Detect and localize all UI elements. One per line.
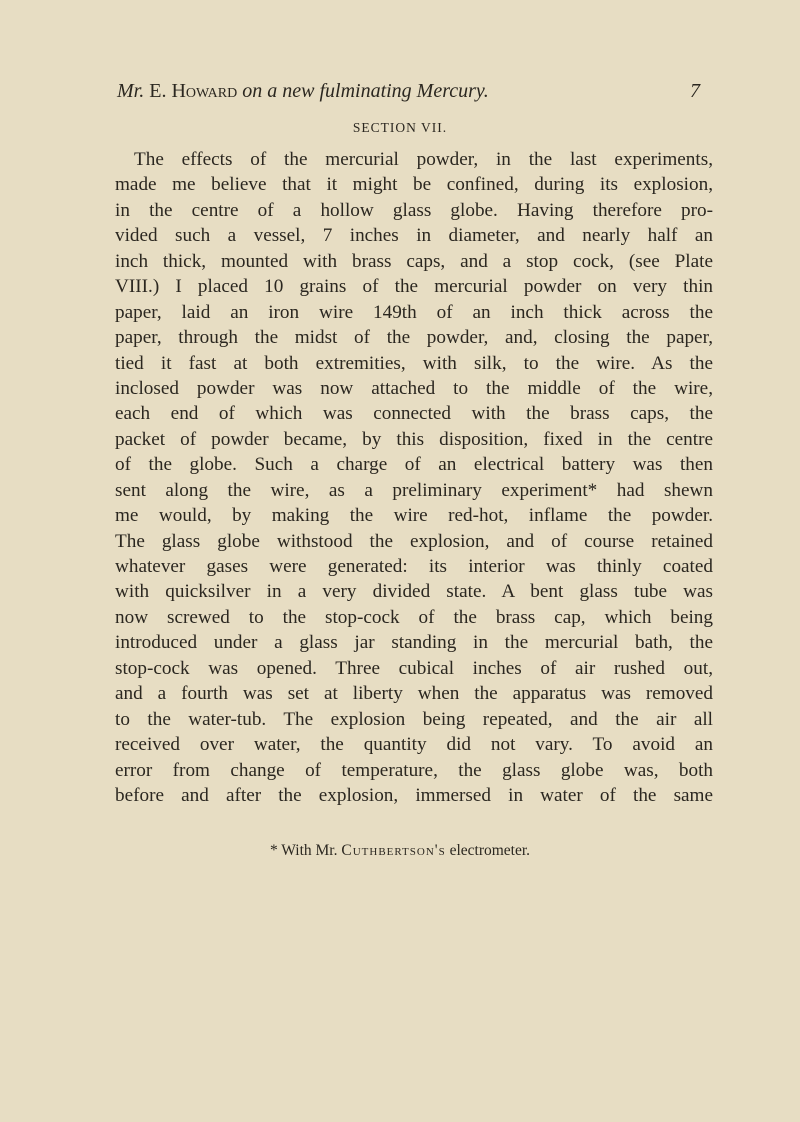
text-line: before and after the explosion, immersed in water of the same: [115, 784, 713, 806]
text-line: and a fourth was set at liberty when the apparatus was removed: [115, 683, 713, 705]
section-title: SECTION VII.: [352, 120, 448, 135]
author-name: E. Howard: [149, 80, 238, 102]
text-line: to the water-tub. The explosion being repeated, and the air all: [115, 708, 713, 730]
author-prefix: Mr.: [117, 80, 145, 102]
text-line: vided such a vessel, 7 inches in diameter, and nearly half an: [115, 225, 713, 247]
footnote-prefix: * With Mr.: [269, 842, 338, 859]
footnote-name: Cuthbertson's: [341, 842, 446, 859]
footnote-suffix: electrometer.: [449, 842, 531, 859]
text-line: sent along the wire, as a preliminary experiment* had shewn: [115, 479, 713, 501]
text-line: The glass globe withstood the explosion, and of course retained: [115, 530, 713, 552]
page-number: 7: [690, 80, 700, 102]
text-line: paper, laid an iron wire 149th of an inch thick across the: [115, 301, 713, 323]
text-line: tied it fast at both extremities, with silk, to the wire. As the: [115, 352, 713, 374]
text-line: inclosed powder was now attached to the middle of the wire,: [115, 377, 713, 399]
text-line: me would, by making the wire red-hot, inflame the powder.: [115, 505, 713, 527]
text-line: with quicksilver in a very divided state. A bent glass tube was: [115, 581, 713, 603]
text-line: in the centre of a hollow glass globe. Having therefore pro-: [115, 199, 713, 221]
paper-title: on a new fulminating Mercury.: [242, 80, 489, 102]
text-line: VIII.) I placed 10 grains of the mercurial powder on very thin: [115, 276, 713, 298]
text-line: now screwed to the stop-cock of the brass cap, which being: [115, 606, 713, 628]
text-line: The effects of the mercurial powder, in the last experiments,: [134, 149, 713, 170]
text-line: inch thick, mounted with brass caps, and a stop cock, (see Plate: [115, 250, 713, 272]
text-line: each end of which was connected with the brass caps, the: [115, 403, 713, 425]
text-line: stop-cock was opened. Three cubical inches of air rushed out,: [115, 657, 713, 679]
text-line: introduced under a glass jar standing in the mercurial bath, the: [115, 632, 713, 654]
text-line: received over water, the quantity did not vary. To avoid an: [115, 734, 713, 756]
text-line: made me believe that it might be confined, during its explosion,: [115, 174, 713, 196]
running-header: [117, 80, 717, 103]
body-text: [115, 147, 713, 808]
text-line: packet of powder became, by this disposition, fixed in the centre: [115, 428, 713, 450]
text-line: of the globe. Such a charge of an electrical battery was then: [115, 454, 713, 476]
text-line: paper, through the midst of the powder, and, closing the paper,: [115, 327, 713, 349]
text-line: whatever gases were generated: its interior was thinly coated: [115, 556, 713, 577]
footnote: [0, 842, 800, 860]
text-line: error from change of temperature, the glass globe was, both: [115, 759, 713, 781]
